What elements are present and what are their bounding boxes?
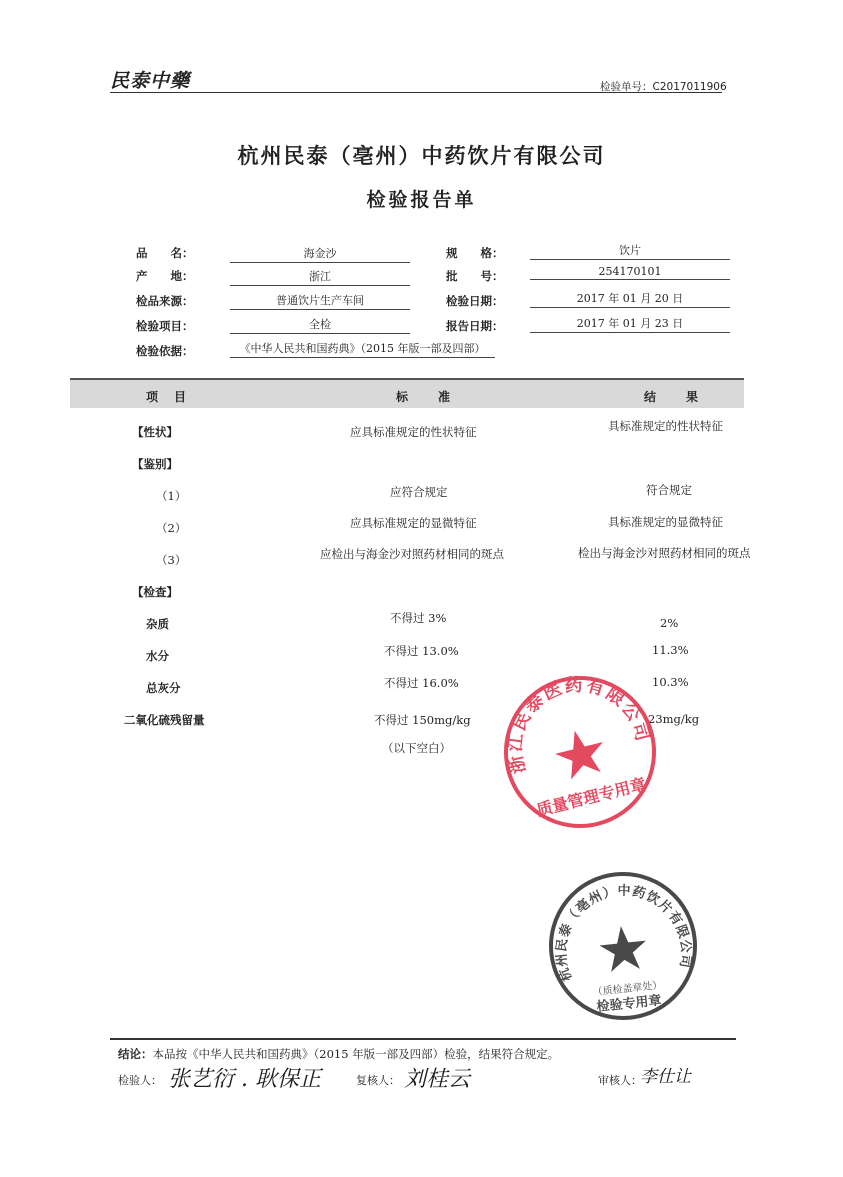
company-name: 杭州民泰（亳州）中药饮片有限公司 [237,144,606,168]
row-ash-label: 总灰分 [146,681,181,695]
row-ash-standard: 不得过 16.0% [384,676,459,690]
star-icon [598,924,649,973]
document-title: 检验报告单 [366,189,477,211]
row-moisture-label: 水分 [146,649,169,663]
row-so2-standard: 不得过 150mg/kg [374,713,471,727]
batch-value: 254170101 [530,265,730,280]
row-ident1-result: 符合规定 [646,483,692,497]
row-character-standard: 应具标准规定的性状特征 [350,425,477,439]
table-header [70,378,744,408]
red-seal-bottom-text: 质量管理专用章 [534,774,648,820]
conclusion [118,1046,559,1062]
row-ash-result: 10.3% [652,675,689,689]
red-quality-seal [483,655,677,849]
row-character-result: 具标准规定的性状特征 [608,419,723,433]
red-seal-top-text: 浙江民泰医药有限公司 [504,674,654,776]
items-label: 检验项目： [136,319,194,333]
black-inspection-seal [537,860,708,1031]
row-impurity-label: 杂质 [146,617,169,631]
company-logo: 民泰中藥 [110,70,191,92]
row-ident-label: 【鉴别】 [132,457,178,471]
black-seal-bottom-text: 检验专用章 [596,993,663,1016]
report-date-label: 报告日期： [446,319,504,333]
row-so2-result: 23mg/kg [648,712,700,726]
source-value: 普通饮片生产车间 [230,292,410,310]
approver-label: 审核人： [598,1074,642,1087]
batch-label: 批 号： [446,269,504,283]
black-seal-top-text: 杭州民泰（亳州）中药饮片有限公司 [554,883,694,984]
items-value: 全检 [230,316,410,334]
row-so2-label: 二氧化硫残留量 [124,713,205,727]
row-ident2-standard: 应具标准规定的显微特征 [350,516,477,530]
row-ident3-result: 检出与海金沙对照药材相同的斑点 [578,546,751,560]
row-moisture-result: 11.3% [652,643,689,657]
row-moisture-standard: 不得过 13.0% [384,644,459,658]
product-label: 品 名： [136,246,194,260]
inspect-date-value: 2017 年 01 月 20 日 [530,290,730,308]
row-ident2-result: 具标准规定的显微特征 [608,515,723,529]
row-ident1-label: （1） [156,489,187,503]
reviewer-signature: 刘桂云 [404,1067,471,1092]
inspect-date-label: 检验日期： [446,294,504,308]
blank-note: （以下空白） [382,741,451,755]
basis-value: 《中华人民共和国药典》（2015 年版一部及四部） [230,340,495,358]
row-check-label: 【检查】 [132,585,178,599]
footer-divider [110,1038,736,1040]
origin-label: 产 地： [136,269,194,283]
row-ident2-label: （2） [156,521,187,535]
conclusion-label: 结论： [118,1047,153,1061]
spec-label: 规 格： [446,246,504,260]
row-character-label: 【性状】 [132,425,178,439]
basis-label: 检验依据： [136,344,194,358]
reviewer-label: 复核人： [356,1074,400,1087]
row-impurity-result: 2% [660,616,679,630]
header-item: 项 目 [146,390,189,404]
header-divider [110,92,722,93]
header-result: 结 果 [644,390,701,404]
product-value: 海金沙 [230,245,410,263]
star-icon [551,725,610,782]
row-impurity-standard: 不得过 3% [390,611,447,625]
spec-value: 饮片 [530,242,730,260]
header-standard: 标 准 [396,390,453,404]
origin-value: 浙江 [230,268,410,286]
row-ident3-label: （3） [156,553,187,567]
report-date-value: 2017 年 01 月 23 日 [530,315,730,333]
approver-signature: 李仕让 [640,1067,691,1087]
conclusion-text: 本品按《中华人民共和国药典》（2015 年版一部及四部）检验，结果符合规定。 [152,1047,560,1061]
row-ident1-standard: 应符合规定 [390,485,448,499]
inspector-signature: 张艺衍 . 耿保正 [168,1067,321,1092]
source-label: 检品来源： [136,294,194,308]
inspector-label: 检验人： [118,1074,162,1087]
row-ident3-standard: 应检出与海金沙对照药材相同的斑点 [320,547,504,561]
black-seal-mid-text: （质检盖章处） [592,980,663,999]
report-number: 检验单号：C2017011906 [600,81,727,93]
